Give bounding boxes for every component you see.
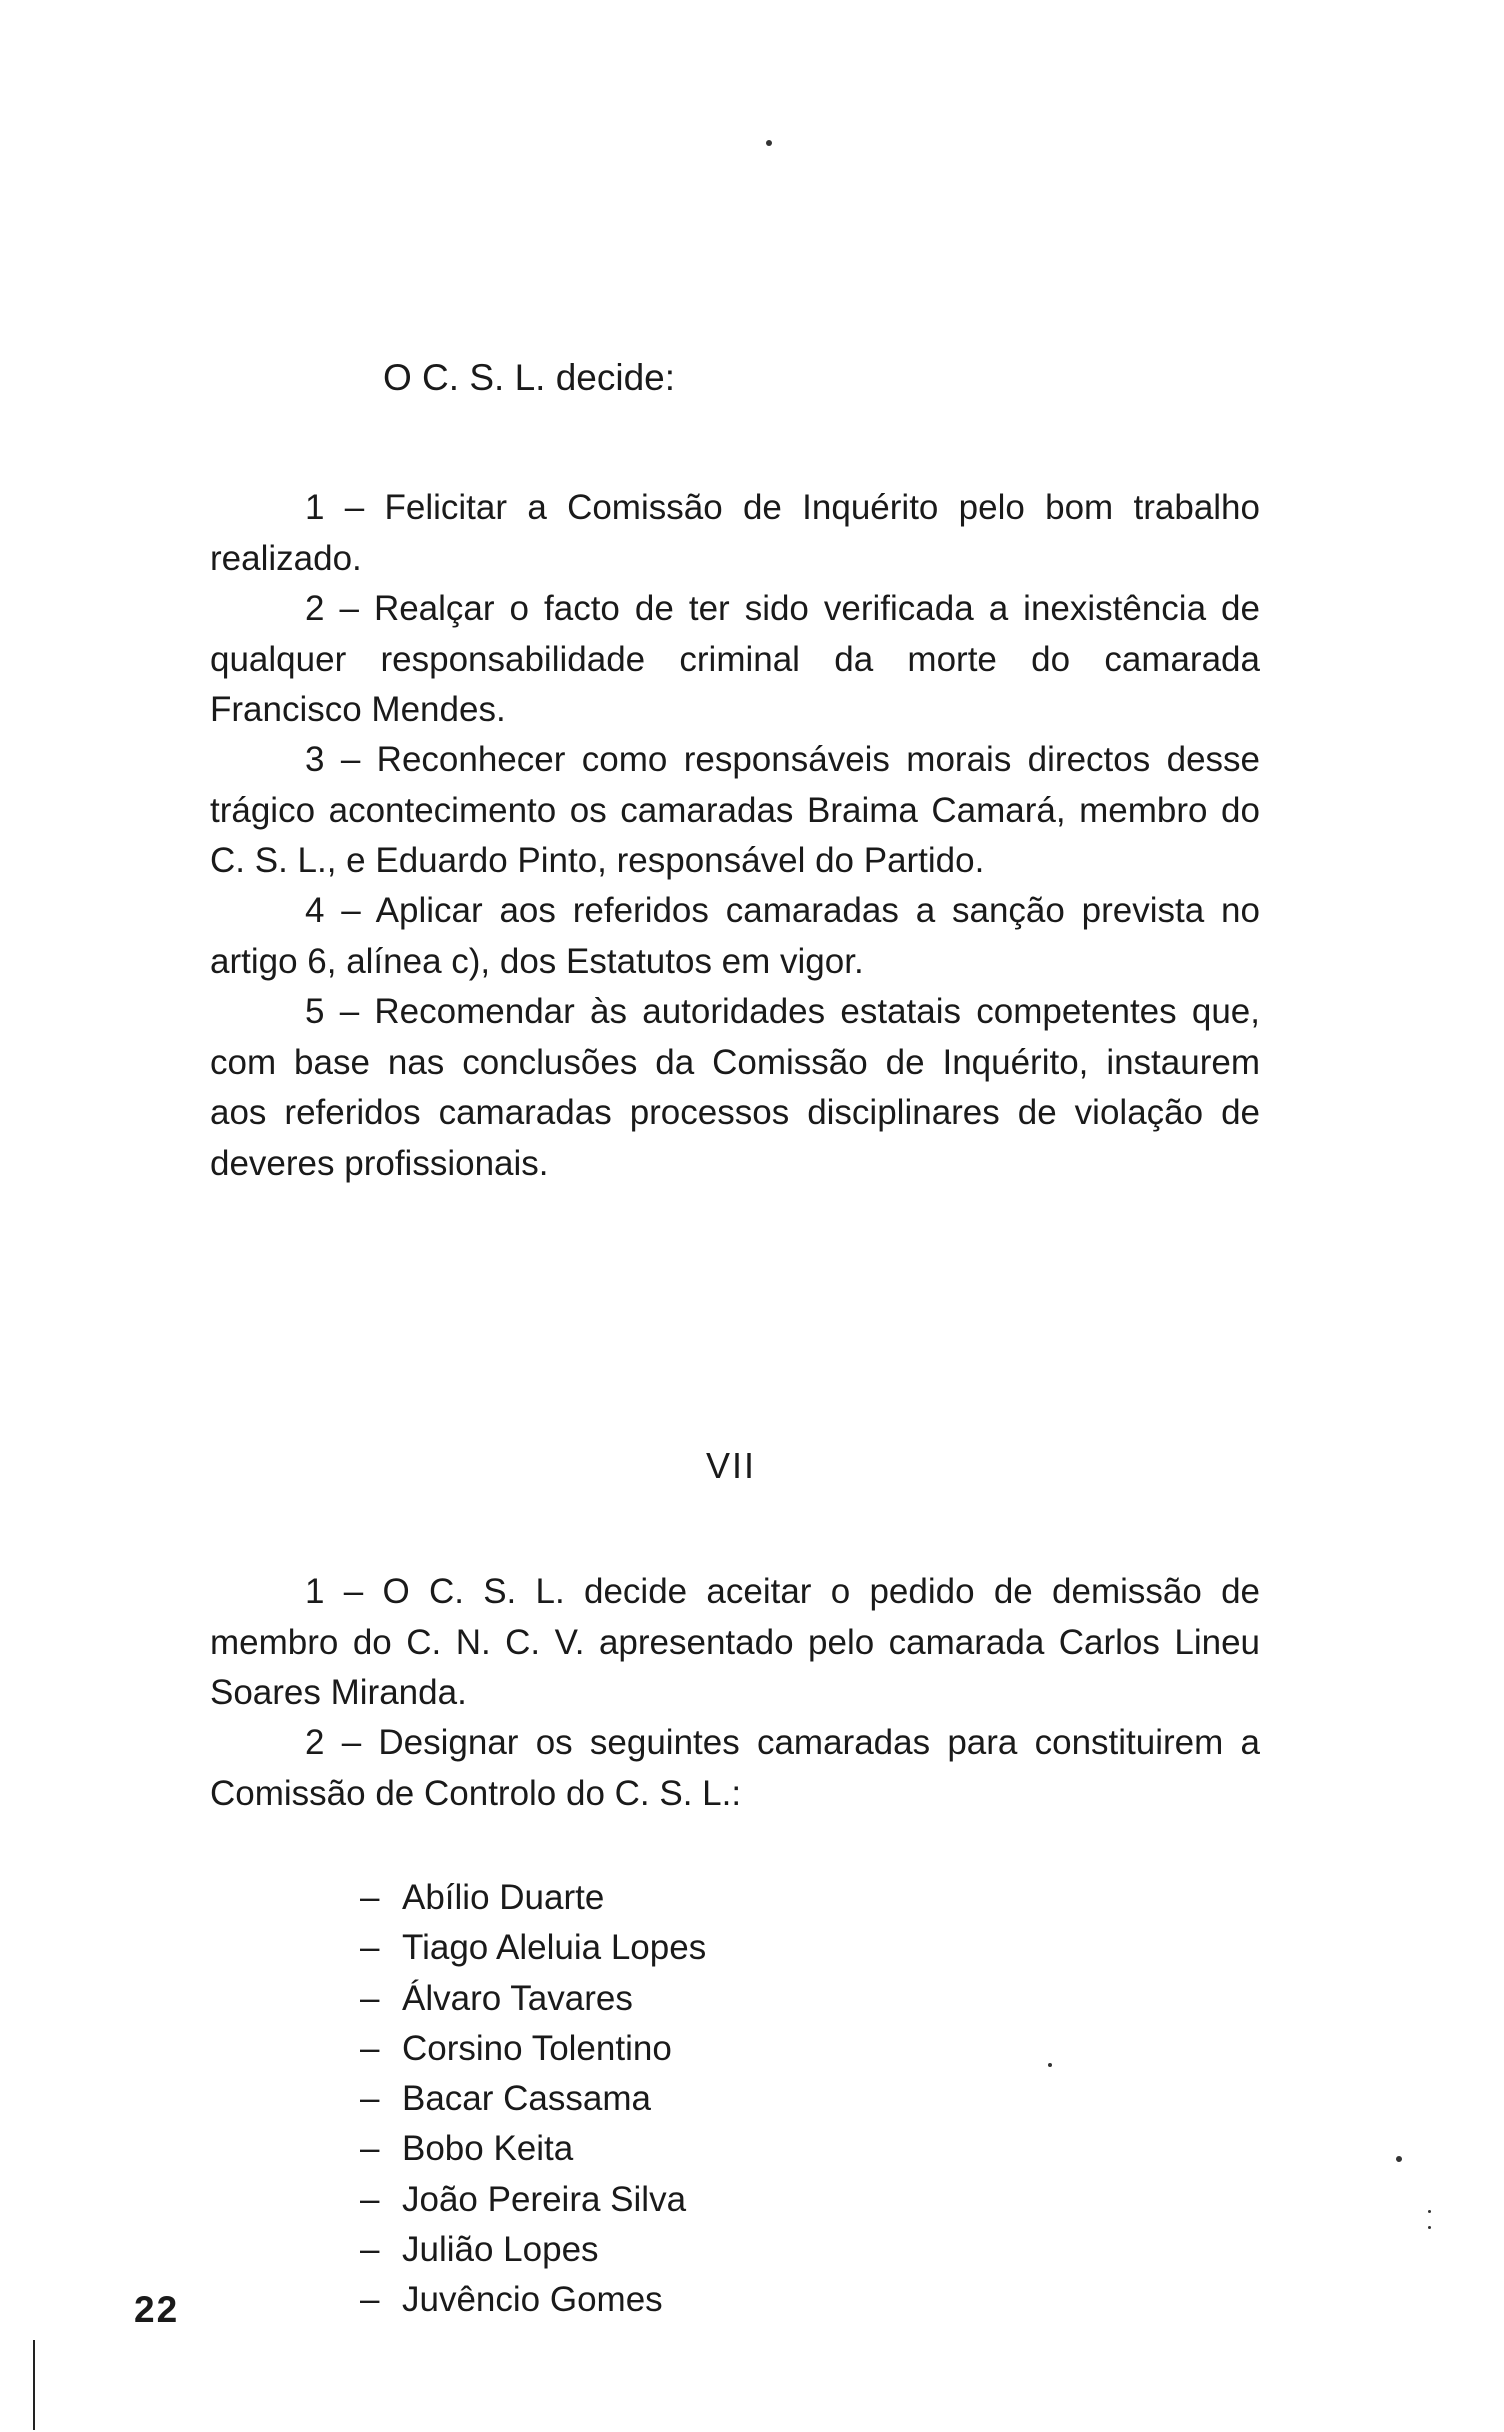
decision-item-4: 4 – Aplicar aos referidos camaradas a sanção prevista no artigo 6, alínea c), dos Estatutos em vigor. (210, 891, 1260, 981)
decision-item-1: 1 – Felicitar a Comissão de Inquérito pelo bom trabalho realizado. (210, 488, 1260, 578)
decision-item-3: 3 – Reconhecer como responsáveis morais directos desse trágico acontecimento os camaradas Braima Camará, membro do C. S. L., e Eduardo Pinto, responsável do Partido. (210, 740, 1260, 880)
scan-speck (1428, 2226, 1431, 2229)
member-name: Juvêncio Gomes (402, 2280, 663, 2320)
list-dash: – (360, 2230, 380, 2270)
list-item (360, 2175, 706, 2225)
list-item (360, 2124, 706, 2174)
page-number: 22 (134, 2289, 180, 2330)
scan-speck (1396, 2156, 1402, 2162)
list-item (360, 1974, 706, 2024)
member-name: Bacar Cassama (402, 2079, 651, 2119)
list-item (360, 2074, 706, 2124)
section-title: VII (706, 1445, 757, 1486)
list-dash: – (360, 2280, 380, 2320)
list-item (360, 1873, 706, 1923)
list-dash: – (360, 1878, 380, 1917)
list-item (360, 1923, 706, 1973)
member-name: Abílio Duarte (402, 1878, 605, 1917)
decision-item-2: 2 – Realçar o facto de ter sido verificada a inexistência de qualquer responsabilidade criminal da morte do camarada Francisco Mendes. (210, 589, 1260, 729)
list-dash: – (360, 2079, 380, 2119)
list-dash: – (360, 1928, 380, 1968)
member-name: João Pereira Silva (402, 2179, 687, 2219)
section-item-1: 1 – O C. S. L. decide aceitar o pedido de demissão de membro do C. N. C. V. apresentado pelo camarada Carlos Lineu Soares Miranda. (210, 1572, 1260, 1712)
list-item (360, 2275, 706, 2325)
list-dash: – (360, 1978, 380, 2018)
list-item (360, 2024, 706, 2074)
list-dash: – (360, 2028, 380, 2068)
scan-speck (766, 140, 772, 146)
commission-member-list (360, 1873, 706, 2326)
decision-item-5: 5 – Recomendar às autoridades estatais competentes que, com base nas conclusões da Comissão de Inquérito, instaurem aos referidos camaradas processos disciplinares de violação de deveres profissionais. (210, 992, 1260, 1183)
member-name: Julião Lopes (402, 2230, 599, 2270)
list-dash: – (360, 2129, 380, 2169)
member-name: Bobo Keita (402, 2129, 574, 2169)
decision-heading: O C. S. L. decide: (383, 357, 676, 398)
list-item (360, 2225, 706, 2275)
member-name: Corsino Tolentino (402, 2028, 672, 2068)
section-item-2: 2 – Designar os seguintes camaradas para constituirem a Comissão de Controlo do C. S. L.: (210, 1723, 1260, 1813)
scan-speck (1048, 2063, 1052, 2067)
scan-margin-line (33, 2340, 35, 2430)
member-name: Tiago Aleluia Lopes (402, 1928, 707, 1968)
list-dash: – (360, 2179, 380, 2219)
scan-speck (1428, 2210, 1431, 2213)
member-name: Álvaro Tavares (402, 1978, 633, 2018)
